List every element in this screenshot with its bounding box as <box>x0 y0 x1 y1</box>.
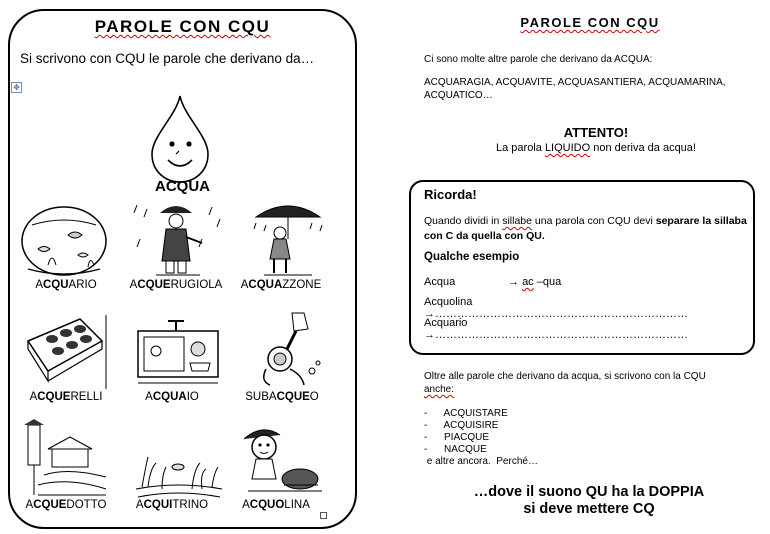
examples-title: Qualche esempio <box>424 251 520 263</box>
corner-square <box>320 512 327 519</box>
caption-acquerugiola: ACQUERUGIOLA <box>129 279 223 291</box>
diver-icon <box>246 311 338 391</box>
fishbowl-icon <box>18 199 110 279</box>
left-title: PAROLE CON CQU <box>94 17 271 36</box>
list-item: - ACQUISIRE <box>424 420 499 431</box>
oltre-line2: anche: <box>424 384 455 395</box>
right-title: PAROLE CON CQU <box>520 15 660 30</box>
list-item: - PIACQUE <box>424 432 490 443</box>
attento-title: ATTENTO! <box>563 125 629 140</box>
marsh-icon <box>132 427 224 507</box>
watercolor-palette-icon <box>20 311 112 391</box>
final-rule: …dove il suono QU ha la DOPPIA si deve mettere CQ <box>473 484 705 517</box>
derived-words-line2: ACQUATICO… <box>424 90 493 101</box>
list-item: - NACQUE <box>424 444 487 455</box>
example-row: Acquolina→…………………………………………………………… <box>424 296 688 320</box>
caption-acquario: ACQUARIO <box>35 279 97 291</box>
sink-icon <box>132 311 224 391</box>
water-drop-face-icon <box>146 94 214 184</box>
caption-acquedotto: ACQUEDOTTO <box>25 499 107 511</box>
boy-turtle-icon <box>234 421 326 501</box>
ricorda-title: Ricorda! <box>424 187 477 202</box>
left-intro: Si scrivono con CQU le parole che derivano da… <box>20 51 315 66</box>
ricorda-box <box>409 180 755 355</box>
caption-acquazzone: ACQUAZZONE <box>240 279 322 291</box>
list-item: - ACQUISTARE <box>424 408 508 419</box>
caption-acquaio: ACQUAIO <box>145 391 199 403</box>
list-tail: e altre ancora. Perché… <box>424 456 538 467</box>
bullet-list <box>424 408 538 468</box>
oltre-line1: Oltre alle parole che derivano da acqua, si scrivono con la CQU <box>424 371 706 382</box>
example-row: Acquario→…………………………………………………………… <box>424 317 688 341</box>
move-handle-icon[interactable]: ✥ <box>11 82 22 93</box>
caption-subacqueo: SUBACQUEO <box>245 391 319 403</box>
right-intro: Ci sono molte altre parole che derivano da ACQUA: <box>424 54 653 65</box>
aqueduct-icon <box>18 419 110 499</box>
derived-words-line1: ACQUARAGIA, ACQUAVITE, ACQUASANTIERA, ACQUAMARINA, <box>424 77 726 88</box>
attento-text: La parola LIQUIDO non deriva da acqua! <box>496 142 696 154</box>
caption-acquolina: ACQUOLINA <box>242 499 310 511</box>
caption-acquerelli: ACQUERELLI <box>29 391 103 403</box>
example-row: Acqua → ac –qua <box>424 276 562 288</box>
caption-acquitrino: ACQUITRINO <box>135 499 209 511</box>
girl-rain-icon <box>242 199 334 279</box>
ricorda-rule: Quando dividi in sillabe una parola con CQU devi separare la sillaba con C da quella con QU. <box>424 215 747 242</box>
umbrella-rain-icon <box>132 199 224 279</box>
left-worksheet-card <box>8 9 357 529</box>
acqua-label: ACQUA <box>155 178 210 195</box>
